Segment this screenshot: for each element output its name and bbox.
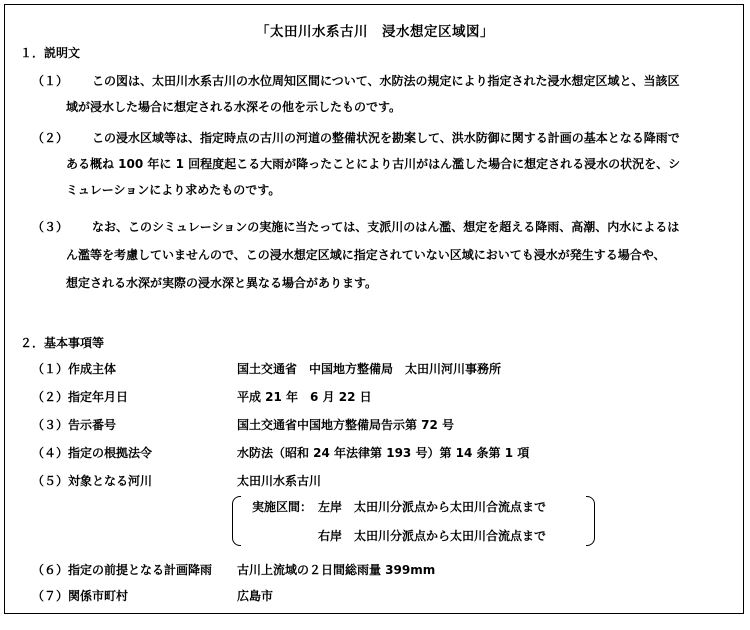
- row-value: 古川上流域の２日間総雨量 399mm: [237, 563, 436, 577]
- paragraph-line: 域が浸水した場合に想定される水深その他を示したものです。: [66, 100, 402, 114]
- paragraph-line: ある概ね 100 年に 1 回程度起こる大雨が降ったことにより古川がはん濫した場合に想定される浸水の状況を、シ: [66, 157, 681, 171]
- row-label: （４）指定の根拠法令: [32, 446, 153, 460]
- left-bracket: [232, 496, 241, 546]
- section-range-label: 実施区間：: [252, 500, 313, 514]
- document-frame: [4, 4, 744, 614]
- right-bank-range: 右岸 太田川分派点から太田川合流点まで: [318, 529, 547, 543]
- row-value: 広島市: [237, 589, 274, 603]
- paragraph-line: ん濫等を考慮していませんので、この浸水想定区域に指定されていない区域においても浸水が発生する場合や、: [66, 248, 666, 262]
- item-number: （３）: [32, 220, 69, 234]
- row-label: （５）対象となる河川: [32, 474, 153, 488]
- row-value: 平成 21 年 6 月 22 日: [237, 390, 372, 404]
- right-bracket: [586, 496, 595, 546]
- item-number: （２）: [32, 131, 69, 145]
- item-number: （１）: [32, 74, 69, 88]
- row-label: （１）作成主体: [32, 362, 117, 376]
- document-title: 「太田川水系古川 浸水想定区域図」: [256, 24, 494, 40]
- paragraph-line: この浸水区域等は、指定時点の古川の河道の整備状況を勘案して、洪水防御に関する計画の基本となる降雨で: [92, 131, 680, 145]
- row-value: 国土交通省中国地方整備局告示第 72 号: [237, 418, 455, 432]
- row-value: 太田川水系古川: [237, 474, 322, 488]
- paragraph-line: ミュレーションにより求めたものです。: [66, 183, 281, 197]
- row-label: （３）告示番号: [32, 418, 117, 432]
- row-value: 水防法（昭和 24 年法律第 193 号）第 14 条第 1 項: [237, 446, 530, 460]
- row-label: （６）指定の前提となる計画降雨: [32, 563, 213, 577]
- section2-heading: ２．基本事項等: [20, 336, 105, 350]
- row-label: （２）指定年月日: [32, 390, 129, 404]
- section1-heading: １．説明文: [20, 46, 81, 60]
- paragraph-line: この図は、太田川水系古川の水位周知区間について、水防法の規定により指定された浸水想定区域と、当該区: [92, 74, 680, 88]
- paragraph-line: 想定される水深が実際の浸水深と異なる場合があります。: [66, 276, 378, 290]
- row-value: 国土交通省 中国地方整備局 太田川河川事務所: [237, 362, 502, 376]
- row-label: （７）関係市町村: [32, 589, 129, 603]
- paragraph-line: なお、このシミュレーションの実施に当たっては、支派川のはん濫、想定を超える降雨、高潮、内水によるは: [92, 220, 680, 234]
- left-bank-range: 左岸 太田川分派点から太田川合流点まで: [318, 500, 547, 514]
